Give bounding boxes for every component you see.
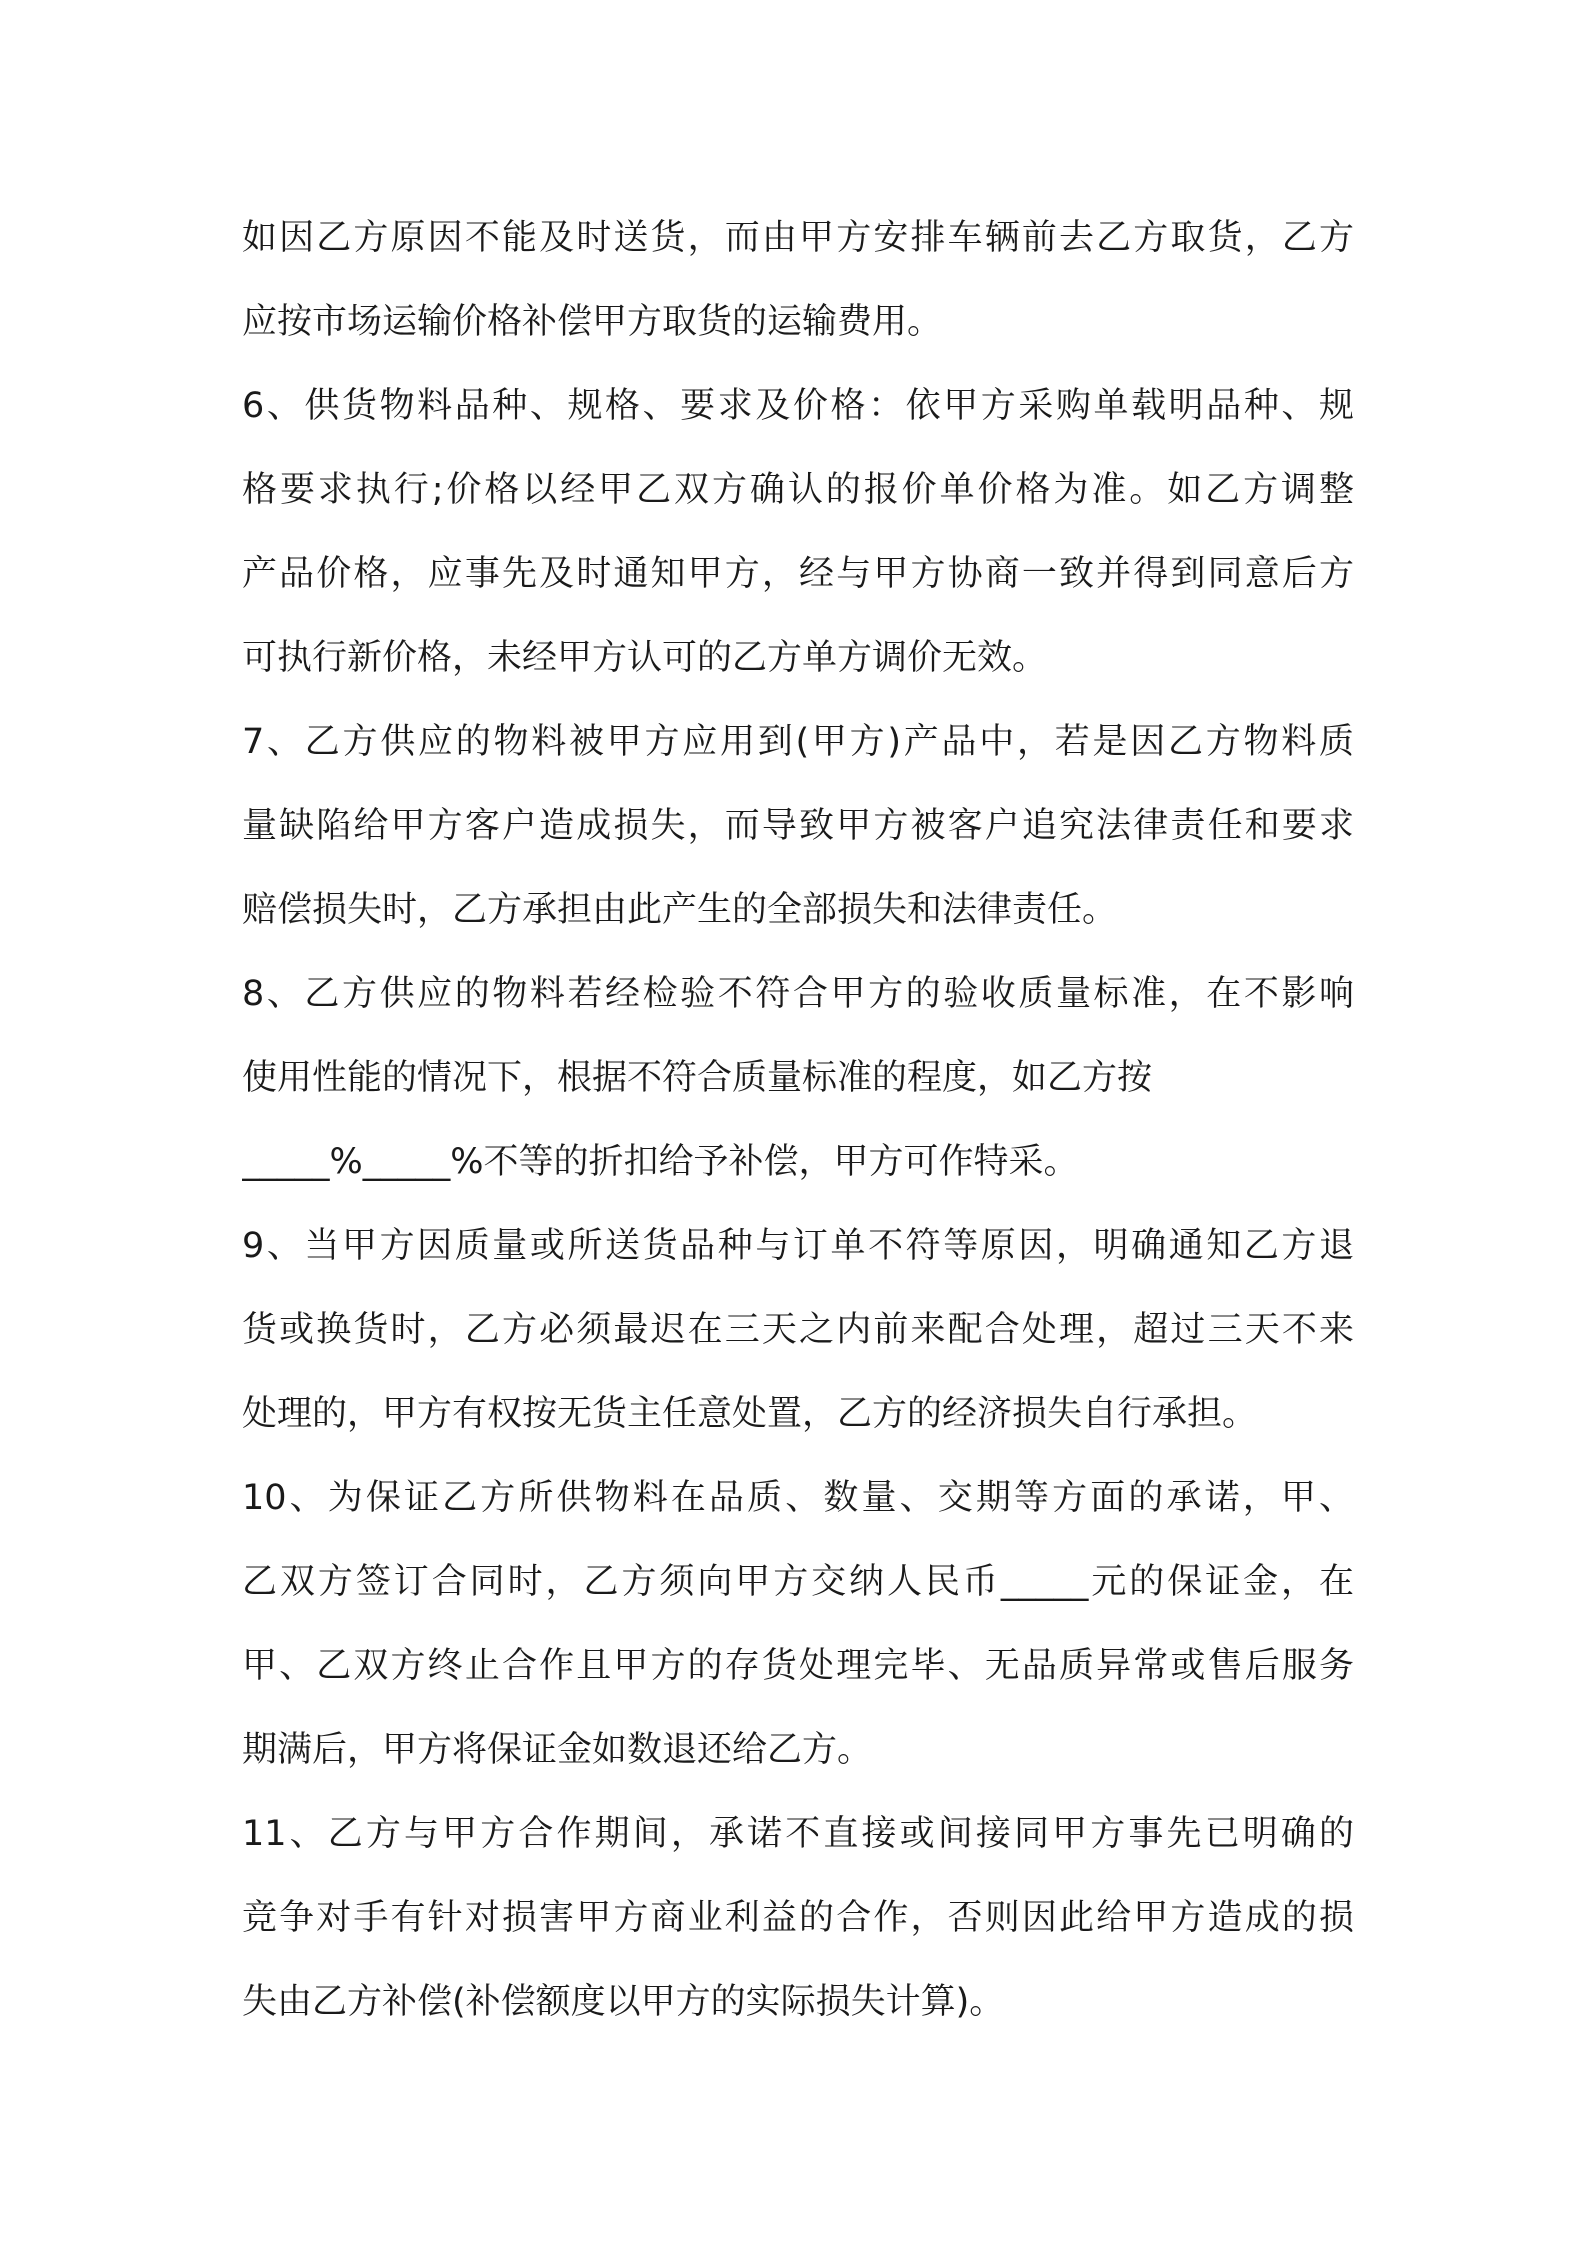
clause-6-line: 格要求执行;价格以经甲乙双方确认的报价单价格为准。如乙方调整 [242,470,1354,510]
clause-8-line: 8、乙方供应的物料若经检验不符合甲方的验收质量标准，在不影响 [242,974,1354,1014]
text-line: 如因乙方原因不能及时送货，而由甲方安排车辆前去乙方取货，乙方 [242,218,1354,258]
clause-11-line: 失由乙方补偿(补偿额度以甲方的实际损失计算)。 [242,1982,1005,2022]
clause-8-line: _____%_____%不等的折扣给予补偿，甲方可作特采。 [242,1142,1079,1182]
clause-7-line: 赔偿损失时，乙方承担由此产生的全部损失和法律责任。 [242,890,1118,930]
clause-10-line: 10、为保证乙方所供物料在品质、数量、交期等方面的承诺，甲、 [242,1478,1354,1518]
clause-10-line: 乙双方签订合同时，乙方须向甲方交纳人民币_____元的保证金，在 [242,1562,1354,1602]
text-line: 应按市场运输价格补偿甲方取货的运输费用。 [242,302,943,342]
clause-8-line: 使用性能的情况下，根据不符合质量标准的程度，如乙方按 [242,1058,1153,1098]
clause-6-line: 产品价格，应事先及时通知甲方，经与甲方协商一致并得到同意后方 [242,554,1354,594]
clause-7-line: 7、乙方供应的物料被甲方应用到(甲方)产品中，若是因乙方物料质 [242,722,1354,762]
clause-9-line: 货或换货时，乙方必须最迟在三天之内前来配合处理，超过三天不来 [242,1310,1354,1350]
document-body [242,196,1354,2044]
clause-11-line: 11、乙方与甲方合作期间，承诺不直接或间接同甲方事先已明确的 [242,1814,1354,1854]
clause-9-line: 处理的，甲方有权按无货主任意处置，乙方的经济损失自行承担。 [242,1394,1258,1434]
clause-6-line: 可执行新价格，未经甲方认可的乙方单方调价无效。 [242,638,1048,678]
clause-7-line: 量缺陷给甲方客户造成损失，而导致甲方被客户追究法律责任和要求 [242,806,1354,846]
clause-10-line: 期满后，甲方将保证金如数退还给乙方。 [242,1730,873,1770]
clause-11-line: 竞争对手有针对损害甲方商业利益的合作，否则因此给甲方造成的损 [242,1898,1354,1938]
clause-9-line: 9、当甲方因质量或所送货品种与订单不符等原因，明确通知乙方退 [242,1226,1354,1266]
clause-10-line: 甲、乙双方终止合作且甲方的存货处理完毕、无品质异常或售后服务 [242,1646,1354,1686]
clause-6-line: 6、供货物料品种、规格、要求及价格：依甲方采购单载明品种、规 [242,386,1354,426]
